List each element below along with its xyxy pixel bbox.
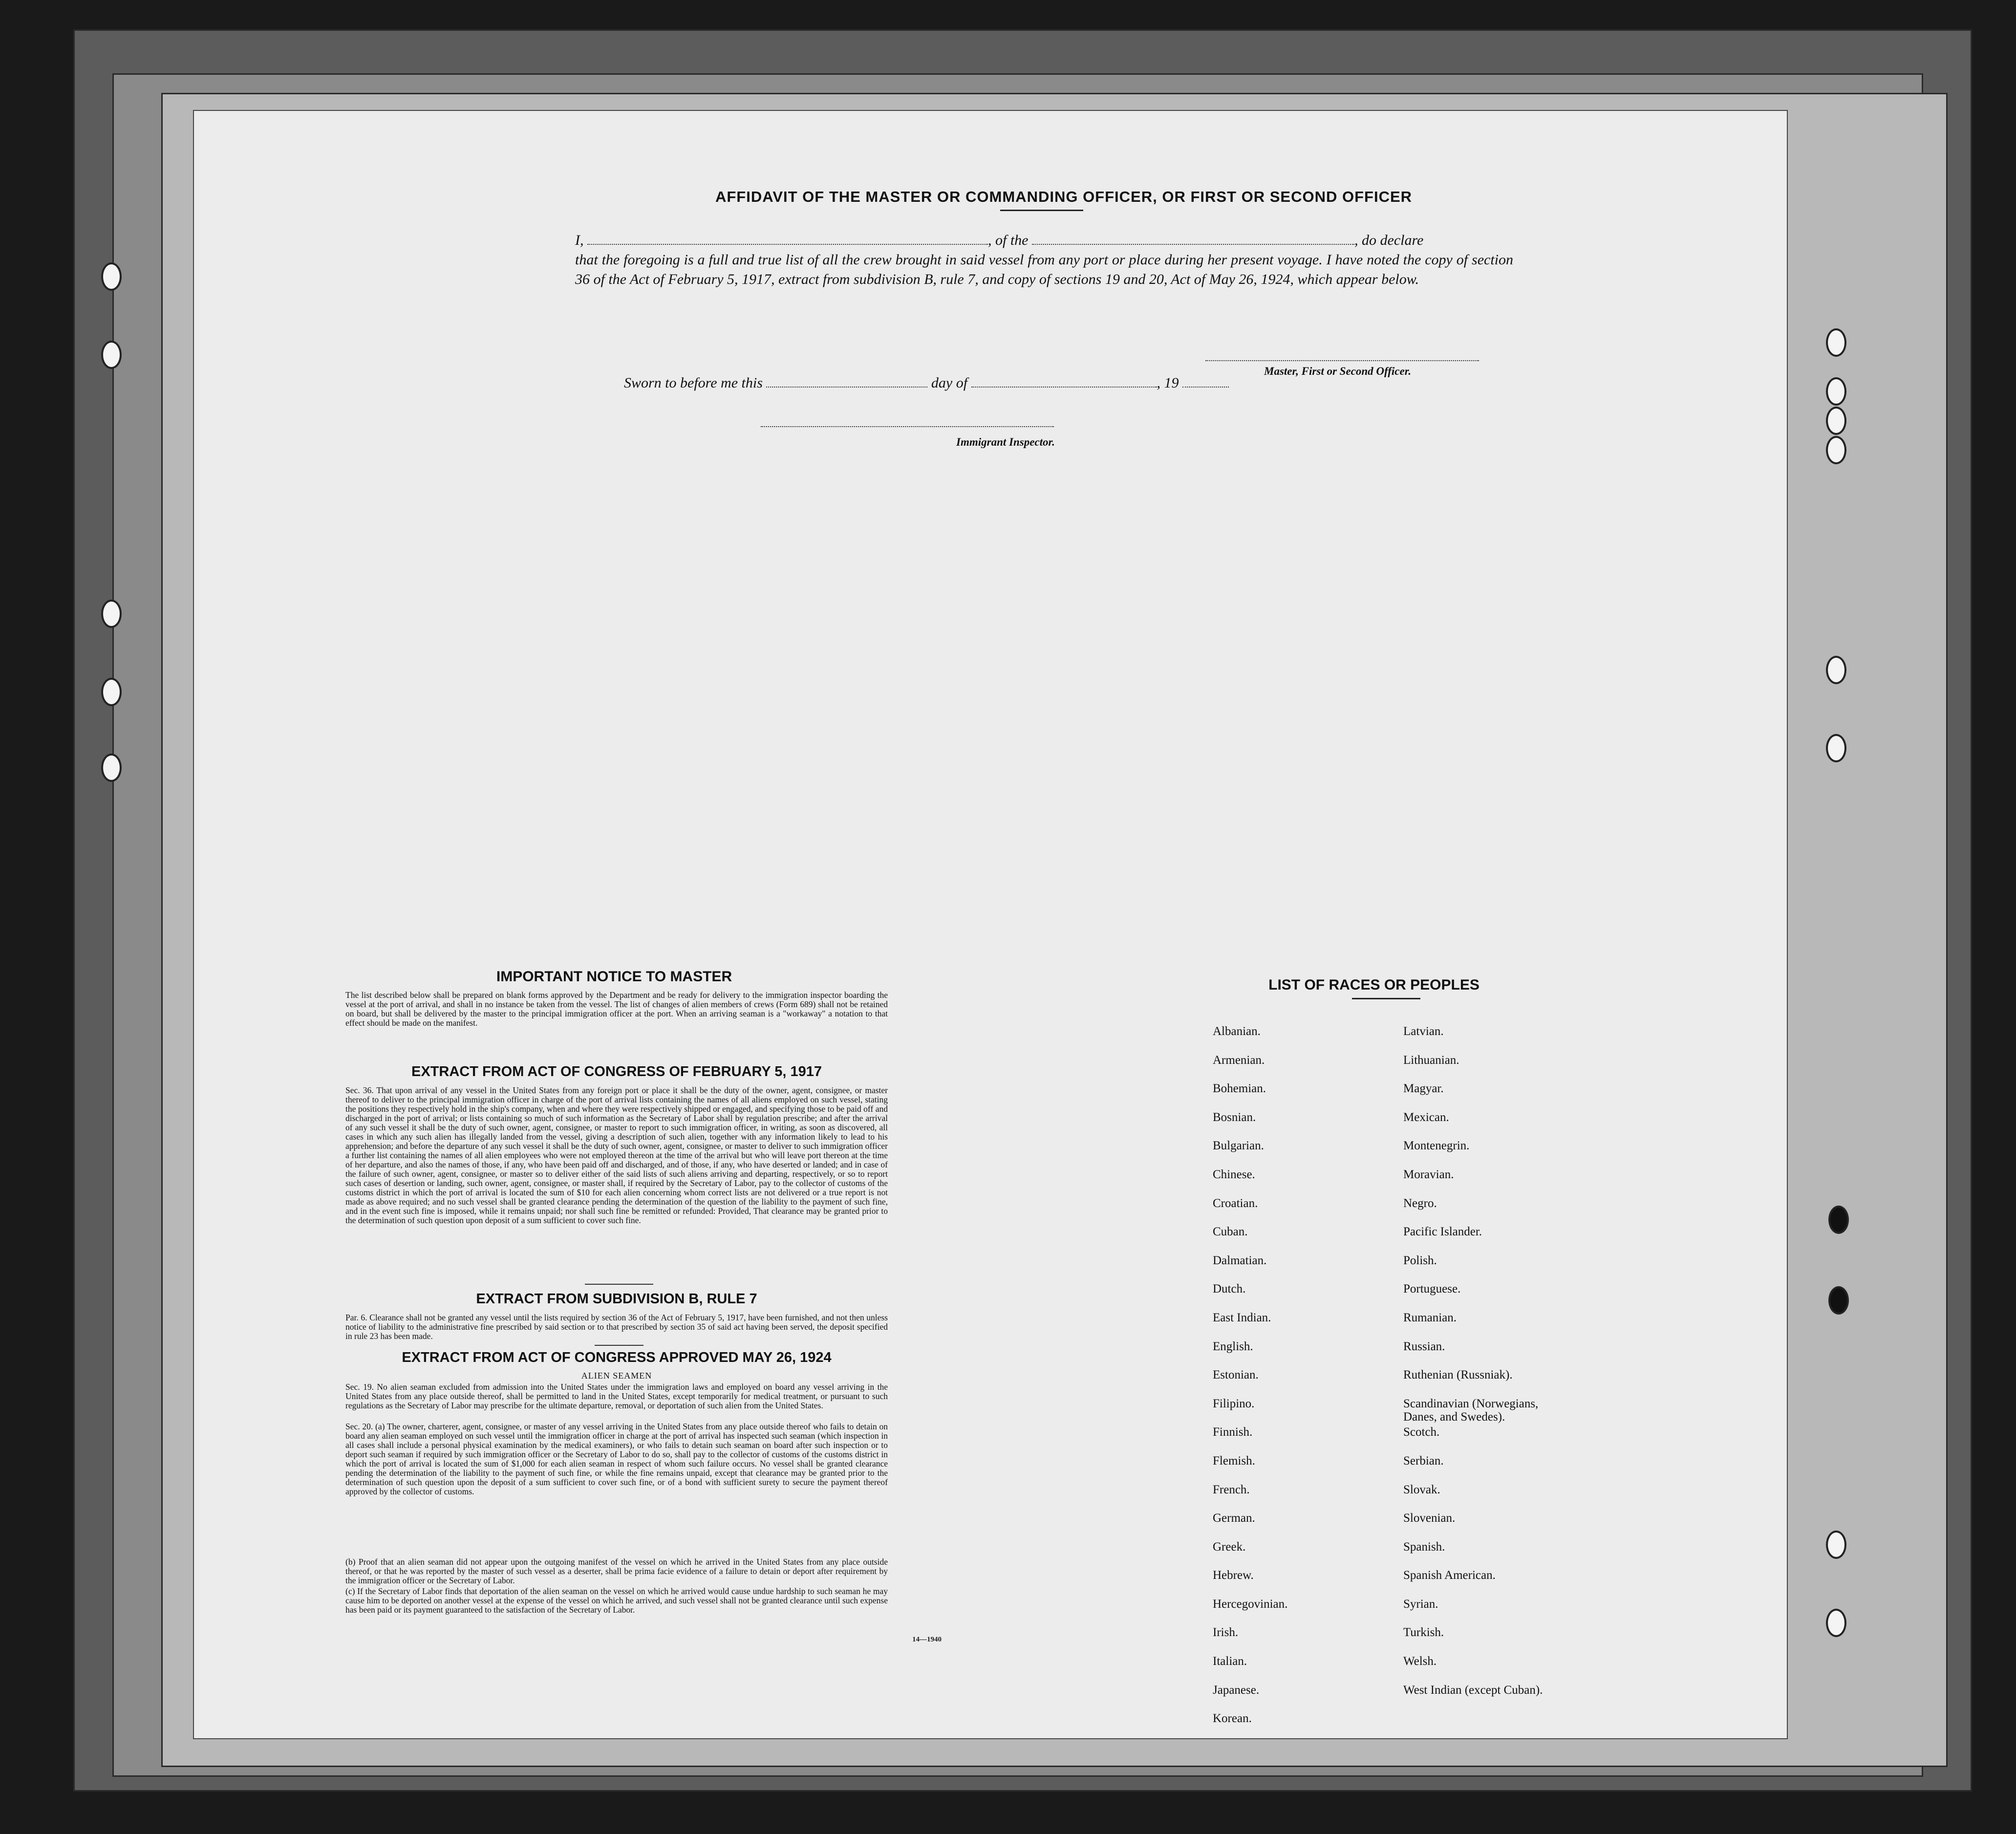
binder-hole [1826, 407, 1846, 435]
sworn-day-of: day of [931, 375, 968, 391]
races-right-column [1403, 1025, 1657, 1712]
race-item: Mexican. [1403, 1110, 1449, 1124]
race-item: Armenian. [1213, 1053, 1265, 1067]
sworn-prefix: Sworn to before me this [624, 375, 763, 391]
race-item: Hercegovinian. [1213, 1597, 1288, 1611]
race-item: Albanian. [1213, 1025, 1261, 1038]
race-item: Cuban. [1213, 1225, 1248, 1239]
section-divider [585, 1284, 653, 1285]
affidavit-body: that the foregoing is a full and true list of all the crew brought in said vessel from any port or place during her present voyage. I have noted the copy of section 36 of the Act of February 5, 1917, extract from subdivision B, rule 7, and copy of sections 19 and 20, Act of May 26, 1924, which appear below. [575, 252, 1513, 287]
race-item: French. [1213, 1483, 1250, 1496]
binder-hole [1826, 377, 1846, 406]
sworn-day-blank[interactable] [766, 375, 927, 388]
race-item: Portuguese. [1403, 1282, 1461, 1296]
race-item: East Indian. [1213, 1311, 1271, 1324]
vessel-blank[interactable] [1032, 232, 1354, 245]
race-item: Russian. [1403, 1339, 1445, 1353]
race-item: Irish. [1213, 1626, 1239, 1640]
race-item: Dalmatian. [1213, 1253, 1267, 1267]
race-item: Polish. [1403, 1253, 1437, 1267]
master-signature-line[interactable] [1205, 360, 1479, 361]
race-item: Spanish American. [1403, 1569, 1496, 1582]
race-item: Slovenian. [1403, 1511, 1456, 1525]
race-item: Bulgarian. [1213, 1139, 1264, 1153]
declare-label: , do declare [1354, 232, 1424, 248]
binder-hole [1826, 1609, 1846, 1637]
binder-hole [1828, 1206, 1849, 1234]
binder-hole [101, 678, 122, 706]
inspector-signature-line[interactable] [761, 426, 1054, 427]
master-signature-label: Master, First or Second Officer. [1264, 365, 1412, 377]
act-1917-body: Sec. 36. That upon arrival of any vessel in the United States from any foreign port or place it shall be the duty of the owner, agent, consignee, or master thereof to deliver to the principal immigration officer in charge of the port of arrival lists containing the names of all aliens employed on such vessel, stating the positions they respectively hold in the ship's company, when and where they were respectively shipped or engaged, and specifying those to be paid off and discharged in the port of arrival; or lists containing so much of such information as the Secretary of Labor shall by regulation prescribe; and after the arrival of any such vessel it shall be the duty of such owner, agent, consignee, or master to report to such immigration officer, in writing, as soon as discovered, all cases in which any such alien has illegally landed from the vessel, giving a description of such alien, together with any information likely to lead to his apprehension; and before the departure of any such vessel it shall be the duty of such owner, agent, consignee, or master to deliver to such immigration officer a further list containing the names of all alien employees who were not employed thereon at the time of the arrival but who will leave port thereon at the time of her departure, and also the names of those, if any, who have been paid off and discharged, and of those, if any, who have deserted or landed; and in case of the failure of such owner, agent, consignee, or master so to deliver either of the said lists of such aliens arriving and departing, respectively, or so to report such cases of desertion or landing, such owner, agent, consignee, or master shall, if required by the Secretary of Labor, pay to the collector of customs of the customs district in which the port of arrival is located the sum of $10 for each alien concerning whom correct lists are not delivered or a true report is not made as above required; and no such vessel shall be granted clearance pending the determination of the question of the liability to the payment of such fine, and in the event such fine is imposed, while it remains unpaid; nor shall such fine be remitted or refunded: Provided, That clearance may be granted prior to the determination of such question upon deposit of a sum sufficient to cover such fine. [345, 1085, 888, 1225]
section-divider [595, 1345, 643, 1346]
act-1924-sec20b: (b) Proof that an alien seaman did not appear upon the outgoing manifest of the vessel on which he arrived in the United States from any place outside thereof, or that he was reported by the master of such vessel as a deserter, shall be prima facie evidence of a failure to detain or deport after requirement by the immigration officer or the Secretary of Labor. [345, 1557, 888, 1585]
binder-hole [1826, 436, 1846, 464]
race-item: Ruthenian (Russniak). [1403, 1368, 1513, 1382]
race-item: Finnish. [1213, 1425, 1253, 1439]
race-item: Dutch. [1213, 1282, 1246, 1296]
binder-hole [1826, 656, 1846, 684]
race-item: Slovak. [1403, 1483, 1440, 1496]
binder-hole [1828, 1286, 1849, 1315]
race-item: Greek. [1213, 1540, 1246, 1554]
sworn-line [624, 375, 1229, 391]
race-item: Welsh. [1403, 1655, 1437, 1668]
race-item: Scotch. [1403, 1425, 1440, 1439]
race-item: Croatian. [1213, 1196, 1258, 1210]
race-item: Bohemian. [1213, 1082, 1266, 1096]
affidavit-pronoun: I, [575, 232, 584, 248]
act-1924-sec20a: Sec. 20. (a) The owner, charterer, agent, consignee, or master of any vessel arriving in the United States from any place outside thereof who fails to detain on board any alien seaman employed on such vessel until the immigration officer in charge at the port of arrival has inspected such seaman (which inspection in all cases shall include a personal physical examination by the medical examiners), or who fails to detain such seaman on board after such inspection or to deport such seaman if required by such immigration officer or the Secretary of Labor to do so, shall pay to the collector of customs of the customs district in which the port of arrival is located the sum of $1,000 for each alien seaman in respect of whom such failure occurs. No vessel shall be granted clearance pending the determination of the liability to the payment of such fine, or while the fine remains unpaid, except that clearance may be granted prior to the determination of such question upon the deposit of a sum sufficient to cover such fine, or of a bond with sufficient surety to secure the payment thereof approved by the collector of customs. [345, 1422, 888, 1496]
act-1917-title: EXTRACT FROM ACT OF CONGRESS OF FEBRUARY 5, 1917 [411, 1064, 822, 1079]
race-item: Lithuanian. [1403, 1053, 1459, 1067]
affidavit-title: AFFIDAVIT OF THE MASTER OR COMMANDING OFFICER, OR FIRST OR SECOND OFFICER [715, 188, 1413, 205]
form-number: 14—1940 [912, 1636, 942, 1643]
rule-7-title: EXTRACT FROM SUBDIVISION B, RULE 7 [476, 1291, 757, 1307]
race-item: Chinese. [1213, 1167, 1255, 1181]
binder-hole [1826, 734, 1846, 762]
race-item: Latvian. [1403, 1025, 1444, 1038]
races-left-column [1213, 1025, 1394, 1741]
race-item: Turkish. [1403, 1626, 1444, 1640]
binder-hole [101, 262, 122, 291]
act-1924-sec19: Sec. 19. No alien seaman excluded from admission into the United States under the immigration laws and employed on board any vessel arriving in the United States from any place outside thereof, shall be permitted to land in the United States, except temporarily for medical treatment, or pursuant to such regulations as the Secretary of Labor may prescribe for the ultimate departure, removal, or deportation of such alien from the United States. [345, 1382, 888, 1410]
race-item: Montenegrin. [1403, 1139, 1470, 1153]
sworn-year-blank[interactable] [1182, 375, 1229, 388]
race-item: Estonian. [1213, 1368, 1259, 1382]
inspector-label: Immigrant Inspector. [956, 436, 1055, 448]
affidavit-statement [575, 231, 1513, 289]
binder-hole [101, 341, 122, 369]
races-title: LIST OF RACES OR PEOPLES [1268, 977, 1480, 993]
race-item: Rumanian. [1403, 1311, 1457, 1324]
race-item: Filipino. [1213, 1397, 1255, 1410]
document-page [193, 110, 1788, 1739]
race-item: Scandinavian (Norwegians, Danes, and Swedes). [1403, 1397, 1539, 1424]
sworn-month-blank[interactable] [971, 375, 1157, 388]
race-item: Moravian. [1403, 1167, 1454, 1181]
race-item: Pacific Islander. [1403, 1225, 1482, 1239]
act-1924-sec20c: (c) If the Secretary of Labor finds that deportation of the alien seaman on the vessel on which he arrived would cause undue hardship to such seaman he may cause him to be deported on another vessel at the expense of the vessel on which he arrived, and such vessel shall not be granted clearance until such expense has been paid or its payment guaranteed to the satisfaction of the Secretary of Labor. [345, 1586, 888, 1615]
notice-body: The list described below shall be prepared on blank forms approved by the Department and be ready for delivery to the immigration inspector boarding the vessel at the port of arrival, and shall in no instance be taken from the vessel. The list of changes of alien members of crews (Form 689) shall not be retained on board, but shall be delivered by the master to the principal immigration officer at the port. When an arriving seaman is a "workaway" a notation to that effect should be made on the manifest. [345, 990, 888, 1028]
sworn-year-label: , 19 [1157, 375, 1179, 391]
act-1924-subtitle: ALIEN SEAMEN [581, 1371, 652, 1381]
race-item: Flemish. [1213, 1454, 1255, 1467]
name-blank[interactable] [587, 232, 988, 245]
race-item: English. [1213, 1339, 1253, 1353]
binder-hole [101, 600, 122, 628]
notice-title: IMPORTANT NOTICE TO MASTER [496, 969, 732, 985]
act-1924-title: EXTRACT FROM ACT OF CONGRESS APPROVED MAY 26, 1924 [402, 1350, 832, 1365]
race-item: Bosnian. [1213, 1110, 1256, 1124]
races-rule [1352, 998, 1420, 999]
race-item: Korean. [1213, 1712, 1252, 1726]
title-rule [1000, 210, 1083, 211]
race-item: Spanish. [1403, 1540, 1445, 1554]
race-item: Magyar. [1403, 1082, 1444, 1096]
binder-hole [101, 754, 122, 782]
race-item: Japanese. [1213, 1683, 1260, 1697]
race-item: West Indian (except Cuban). [1403, 1683, 1543, 1697]
race-item: Italian. [1213, 1655, 1247, 1668]
binder-hole [1826, 1531, 1846, 1559]
of-the-label: , of the [988, 232, 1029, 248]
race-item: Syrian. [1403, 1597, 1438, 1611]
race-item: Serbian. [1403, 1454, 1444, 1467]
race-item: German. [1213, 1511, 1255, 1525]
race-item: Negro. [1403, 1196, 1437, 1210]
race-item: Hebrew. [1213, 1569, 1254, 1582]
rule-7-body: Par. 6. Clearance shall not be granted any vessel until the lists required by section 36 of the Act of February 5, 1917, have been furnished, and not then unless notice of liability to the administrative fine prescribed by said section or to that prescribed by section 35 of said act having been served, the deposit specified in rule 23 has been made. [345, 1313, 888, 1341]
binder-hole [1826, 328, 1846, 357]
